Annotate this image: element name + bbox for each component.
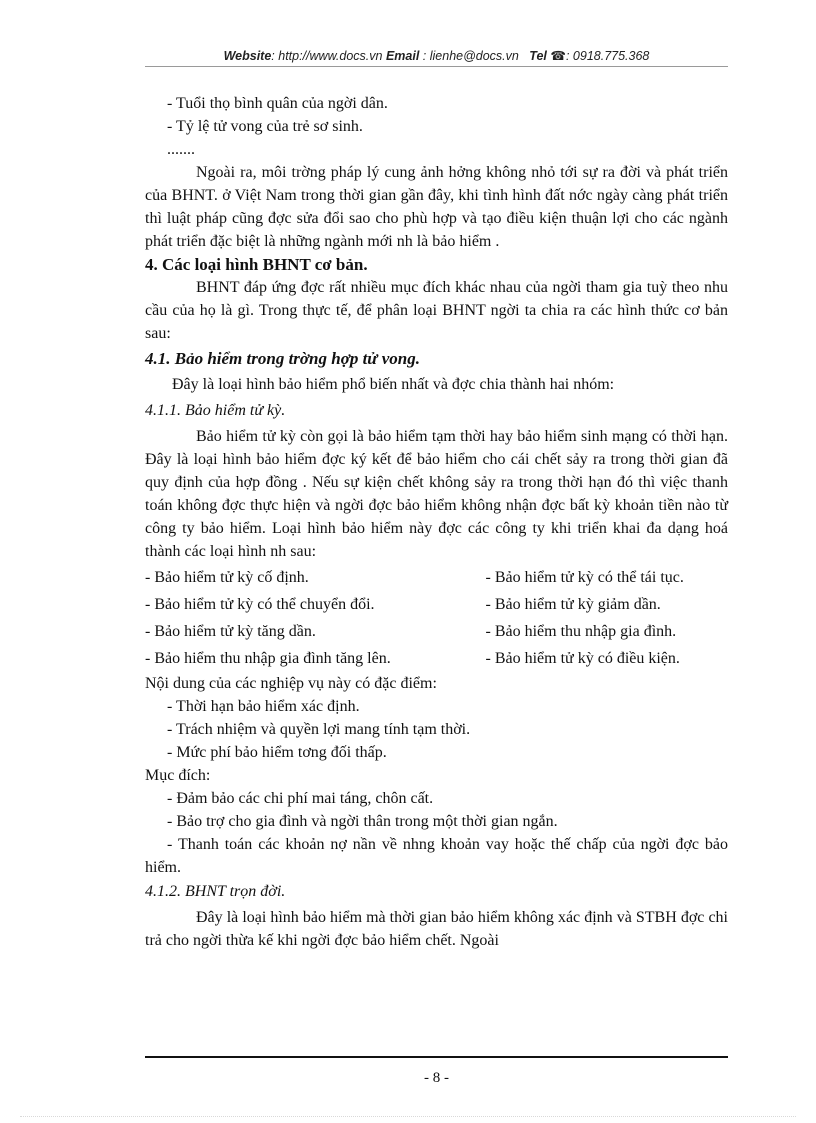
- page-content: [145, 92, 728, 952]
- website-label: Website: [223, 49, 272, 63]
- paragraph: Đây là loại hình bảo hiểm phổ biến nhất và đợc chia thành hai nhóm:: [172, 376, 615, 393]
- footer-divider: [145, 1056, 728, 1058]
- list-item: - Thanh toán các khoản nợ nần về nhng khoản vay hoặc thế chấp của ngời đợc bảo hiểm.: [145, 836, 728, 876]
- insurance-types-list: [145, 566, 728, 670]
- list-item: - Tỷ lệ tử vong của trẻ sơ sinh.: [167, 118, 363, 135]
- list-item: - Bảo hiểm tử kỳ cố định.: [145, 569, 309, 586]
- page-number: - 8 -: [424, 1070, 449, 1086]
- list-item: - Thời hạn bảo hiểm xác định.: [167, 698, 360, 715]
- subsubsection-heading: 4.1.2. BHNT trọn đời.: [145, 883, 286, 900]
- paragraph: Đây là loại hình bảo hiểm mà thời gian bảo hiểm không xác định và STBH đợc chi trả cho ngời thừa kế khi ngời đợc bảo hiểm chết. Ngoài: [145, 909, 728, 949]
- ellipsis: .......: [167, 141, 195, 158]
- tel-number: : 0918.775.368: [565, 49, 650, 63]
- list-item: - Bảo hiểm thu nhập gia đình tăng lên.: [145, 650, 391, 667]
- list-item: - Bảo hiểm thu nhập gia đình.: [485, 623, 677, 640]
- paragraph: BHNT đáp ứng đợc rất nhiều mục đích khác nhau của ngời tham gia tuỳ theo nhu cầu của họ là gì. Trong thực tế, để phân loại BHNT ngời ta chia ra các hình thức cơ bản sau:: [145, 279, 728, 342]
- list-item: - Tuổi thọ bình quân của ngời dân.: [167, 95, 388, 112]
- list-item: - Bảo hiểm tử kỳ tăng dần.: [145, 623, 316, 640]
- list-item: - Bảo hiểm tử kỳ có thể tái tục.: [485, 569, 684, 586]
- features-intro: Nội dung của các nghiệp vụ này có đặc điểm:: [145, 675, 437, 692]
- list-item: - Mức phí bảo hiểm tơng đối thấp.: [167, 744, 387, 761]
- list-item: - Bảo hiểm tử kỳ có thể chuyển đổi.: [145, 596, 375, 613]
- subsection-heading: 4.1. Bảo hiểm trong trờng hợp tử vong.: [145, 349, 420, 368]
- email-label: Email: [385, 49, 420, 63]
- section-heading: 4. Các loại hình BHNT cơ bản.: [145, 255, 368, 274]
- list-item: - Bảo hiểm tử kỳ có điều kiện.: [485, 650, 680, 667]
- website-url[interactable]: : http://www.docs.vn: [271, 49, 383, 63]
- page-header: [145, 48, 728, 63]
- header-divider: [145, 66, 728, 67]
- page-bottom-border: [20, 1116, 796, 1117]
- list-item: - Đảm bảo các chi phí mai táng, chôn cất.: [167, 790, 434, 807]
- tel-label: Tel: [529, 49, 547, 63]
- list-item: - Bảo hiểm tử kỳ giảm dần.: [485, 596, 661, 613]
- list-item: - Trách nhiệm và quyền lợi mang tính tạm thời.: [167, 721, 471, 738]
- paragraph: Ngoài ra, môi trờng pháp lý cung ảnh hởng không nhỏ tới sự ra đời và phát triển của BHNT. ở Việt Nam trong thời gian gần đây, khi tình hình đất nớc ngày càng phát triển thì luật pháp cũng đợc sửa đổi sao cho phù hợp và tạo điều kiện thuận lợi cho các ngành phát triển đặc biệt là những ngành mới nh là bảo hiểm .: [145, 164, 728, 250]
- purpose-label: Mục đích:: [145, 767, 211, 784]
- paragraph: Bảo hiểm tử kỳ còn gọi là bảo hiểm tạm thời hay bảo hiểm sinh mạng có thời hạn. Đây là loại hình bảo hiểm đợc ký kết để bảo hiểm cho cái chết sảy ra trong thời gian đã quy định của hợp đồng . Nếu sự kiện chết không sảy ra trong thời hạn đó thì việc thanh toán không đợc thực hiện và ngời đợc bảo hiểm không nhận đợc bất kỳ khoản tiền nào từ công ty bảo hiểm. Loại hình bảo hiểm này đợc các công ty khi triển khai đa dạng hoá thành các loại hình nh sau:: [145, 428, 728, 560]
- subsubsection-heading: 4.1.1. Bảo hiểm tử kỳ.: [145, 402, 286, 419]
- email-address[interactable]: : lienhe@docs.vn: [419, 49, 519, 63]
- phone-icon: ☎: [550, 49, 566, 63]
- list-item: - Bảo trợ cho gia đình và ngời thân trong một thời gian ngắn.: [167, 813, 558, 830]
